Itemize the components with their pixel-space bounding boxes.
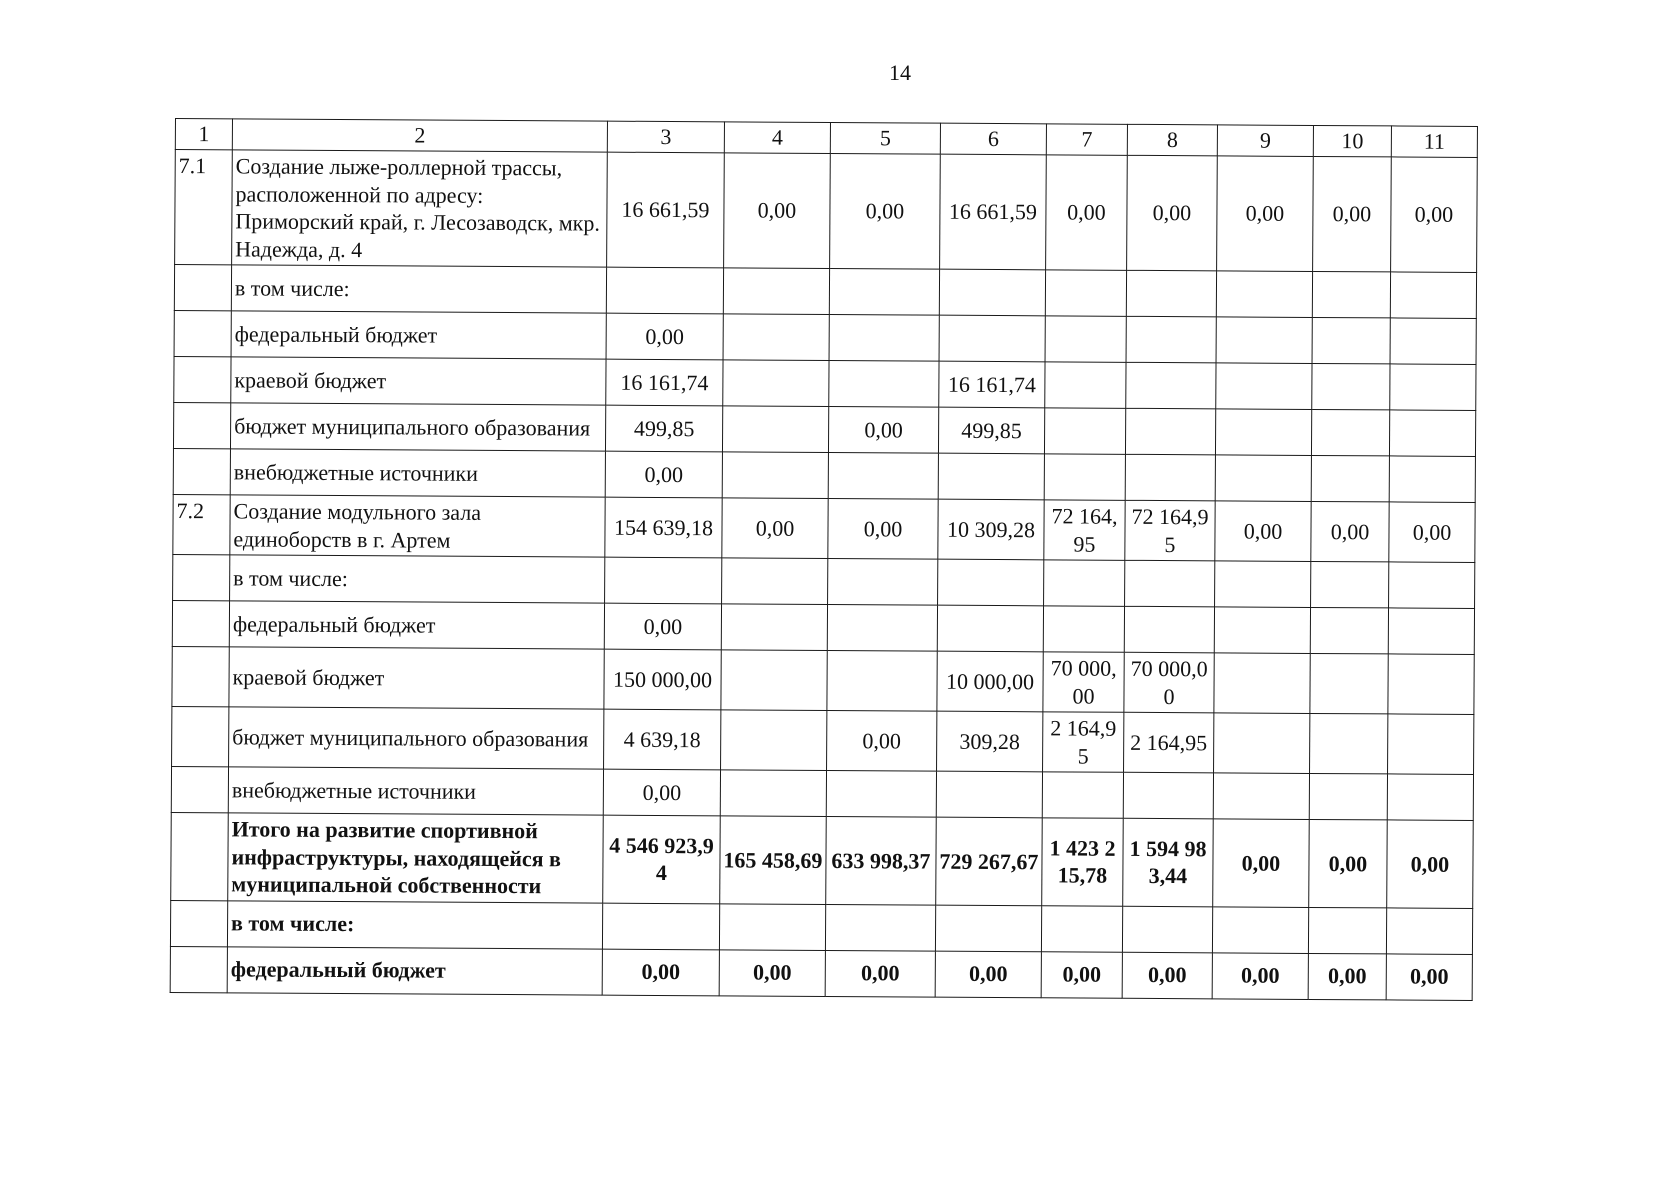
value-cell-col-5: 633 998,37 bbox=[826, 816, 937, 904]
value-cell-col-6 bbox=[939, 315, 1045, 362]
value-cell-col-8 bbox=[1125, 560, 1215, 607]
value-cell-col-4 bbox=[721, 650, 827, 711]
value-cell-col-3: 150 000,00 bbox=[604, 649, 721, 710]
row-name-cell: Создание модульного зала единоборств в г. Артем bbox=[230, 495, 605, 557]
value-cell-col-9 bbox=[1214, 653, 1310, 714]
value-cell-col-5 bbox=[829, 269, 939, 316]
value-cell-col-10: 0,00 bbox=[1308, 953, 1386, 999]
value-cell-col-6: 10 309,28 bbox=[938, 499, 1044, 560]
row-number-cell bbox=[171, 812, 229, 900]
row-name-cell: в том числе: bbox=[231, 265, 606, 313]
value-cell-col-11 bbox=[1388, 714, 1474, 775]
value-cell-col-3: 0,00 bbox=[602, 949, 719, 996]
value-cell-col-3: 0,00 bbox=[603, 769, 720, 816]
value-cell-col-4 bbox=[721, 604, 827, 651]
value-cell-col-11: 0,00 bbox=[1386, 953, 1472, 1000]
value-cell-col-7: 0,00 bbox=[1041, 951, 1122, 997]
value-cell-col-6 bbox=[937, 605, 1043, 652]
row-name-cell: Итого на развитие спортивной инфраструктуры, находящейся в муниципальной собственности bbox=[228, 813, 604, 903]
value-cell-col-6 bbox=[939, 269, 1045, 316]
value-cell-col-11 bbox=[1389, 562, 1475, 609]
value-cell-col-6: 10 000,00 bbox=[937, 651, 1043, 712]
value-cell-col-10 bbox=[1311, 455, 1389, 501]
value-cell-col-10 bbox=[1312, 363, 1390, 409]
value-cell-col-8: 0,00 bbox=[1122, 952, 1212, 999]
value-cell-col-9 bbox=[1214, 607, 1310, 654]
column-header: 8 bbox=[1127, 124, 1217, 156]
value-cell-col-8 bbox=[1126, 316, 1216, 363]
value-cell-col-7: 0,00 bbox=[1046, 155, 1128, 270]
value-cell-col-9 bbox=[1216, 271, 1312, 318]
column-header: 2 bbox=[232, 119, 607, 152]
table-row bbox=[170, 946, 1472, 1000]
value-cell-col-4 bbox=[719, 903, 825, 950]
value-cell-col-9 bbox=[1213, 773, 1309, 820]
value-cell-col-8 bbox=[1122, 906, 1212, 953]
value-cell-col-5 bbox=[828, 558, 938, 605]
value-cell-col-4 bbox=[722, 558, 828, 605]
value-cell-col-11 bbox=[1388, 608, 1474, 655]
table-row bbox=[171, 812, 1474, 907]
value-cell-col-7 bbox=[1044, 560, 1125, 606]
value-cell-col-5 bbox=[829, 360, 939, 407]
table-row bbox=[173, 402, 1475, 456]
value-cell-col-6: 16 661,59 bbox=[940, 154, 1047, 270]
value-cell-col-5 bbox=[827, 604, 937, 651]
row-name-cell: федеральный бюджет bbox=[229, 601, 604, 649]
row-number-cell bbox=[172, 706, 229, 766]
value-cell-col-11 bbox=[1388, 654, 1474, 715]
row-name-cell: бюджет муниципального образования bbox=[230, 403, 605, 451]
table-row bbox=[174, 265, 1476, 319]
page-number: 14 bbox=[889, 60, 911, 85]
value-cell-col-4 bbox=[722, 452, 828, 499]
row-name-cell: в том числе: bbox=[227, 900, 602, 948]
value-cell-col-10 bbox=[1312, 317, 1390, 363]
row-name-cell: федеральный бюджет bbox=[227, 946, 602, 994]
row-number-cell bbox=[173, 554, 230, 600]
value-cell-col-8 bbox=[1125, 454, 1215, 501]
value-cell-col-10 bbox=[1309, 773, 1387, 819]
value-cell-col-6: 729 267,67 bbox=[936, 817, 1043, 905]
column-header: 11 bbox=[1391, 126, 1477, 158]
column-header: 4 bbox=[724, 122, 830, 154]
value-cell-col-11: 0,00 bbox=[1389, 502, 1475, 563]
table-row bbox=[172, 600, 1474, 654]
value-cell-col-7: 2 164,95 bbox=[1043, 712, 1124, 772]
value-cell-col-3: 0,00 bbox=[604, 603, 721, 650]
value-cell-col-4 bbox=[723, 360, 829, 407]
value-cell-col-9 bbox=[1216, 363, 1312, 410]
value-cell-col-10 bbox=[1312, 271, 1390, 317]
value-cell-col-9: 0,00 bbox=[1212, 952, 1308, 999]
value-cell-col-11: 0,00 bbox=[1391, 157, 1478, 273]
value-cell-col-6: 16 161,74 bbox=[939, 361, 1045, 408]
value-cell-col-5 bbox=[827, 650, 937, 711]
value-cell-col-11 bbox=[1386, 907, 1472, 954]
value-cell-col-3: 154 639,18 bbox=[605, 497, 722, 558]
value-cell-col-3: 499,85 bbox=[605, 405, 722, 452]
value-cell-col-9 bbox=[1215, 455, 1311, 502]
value-cell-col-5: 0,00 bbox=[828, 498, 938, 559]
value-cell-col-11 bbox=[1387, 774, 1473, 821]
value-cell-col-5: 0,00 bbox=[828, 406, 938, 453]
row-number-cell bbox=[172, 600, 229, 646]
value-cell-col-9: 0,00 bbox=[1213, 819, 1310, 907]
value-cell-col-10: 0,00 bbox=[1313, 156, 1392, 271]
value-cell-col-9 bbox=[1216, 317, 1312, 364]
value-cell-col-8 bbox=[1126, 362, 1216, 409]
value-cell-col-11 bbox=[1389, 456, 1475, 503]
value-cell-col-4 bbox=[722, 406, 828, 453]
value-cell-col-4: 165 458,69 bbox=[720, 816, 827, 904]
value-cell-col-9 bbox=[1215, 561, 1311, 608]
value-cell-col-6 bbox=[938, 453, 1044, 500]
row-number-cell: 7.1 bbox=[175, 150, 233, 265]
column-header: 1 bbox=[175, 119, 232, 150]
value-cell-col-3: 0,00 bbox=[606, 313, 723, 360]
value-cell-col-4 bbox=[723, 268, 829, 315]
table-row bbox=[173, 554, 1475, 608]
table-row bbox=[172, 646, 1474, 714]
value-cell-col-5 bbox=[829, 315, 939, 362]
row-name-cell: краевой бюджет bbox=[231, 357, 606, 405]
value-cell-col-7 bbox=[1045, 316, 1126, 362]
value-cell-col-5 bbox=[825, 904, 935, 951]
row-name-cell: Создание лыже-роллерной трассы, расположенной по адресу: Приморский край, г. Лесозаводск, мкр. Надежда, д. 4 bbox=[232, 150, 608, 267]
row-number-cell bbox=[170, 900, 227, 946]
value-cell-col-8 bbox=[1125, 408, 1215, 455]
value-cell-col-5: 0,00 bbox=[825, 950, 935, 997]
value-cell-col-4: 0,00 bbox=[719, 949, 825, 996]
value-cell-col-7 bbox=[1042, 772, 1123, 818]
value-cell-col-10 bbox=[1311, 561, 1389, 607]
value-cell-col-3: 0,00 bbox=[605, 451, 722, 498]
row-name-cell: в том числе: bbox=[230, 555, 605, 603]
column-header: 3 bbox=[607, 121, 724, 153]
row-number-cell bbox=[170, 946, 227, 992]
value-cell-col-3 bbox=[606, 267, 723, 314]
value-cell-col-8: 0,00 bbox=[1127, 155, 1218, 271]
value-cell-col-7: 72 164,95 bbox=[1044, 500, 1125, 560]
table-row bbox=[173, 448, 1475, 502]
value-cell-col-7 bbox=[1045, 270, 1126, 316]
column-header: 10 bbox=[1313, 125, 1391, 156]
value-cell-col-4 bbox=[721, 710, 827, 771]
value-cell-col-6 bbox=[936, 771, 1042, 818]
value-cell-col-6 bbox=[935, 905, 1041, 952]
table-row bbox=[174, 356, 1476, 410]
value-cell-col-10 bbox=[1308, 907, 1386, 953]
value-cell-col-8: 1 594 983,44 bbox=[1123, 818, 1214, 906]
value-cell-col-10: 0,00 bbox=[1309, 819, 1388, 907]
value-cell-col-5: 0,00 bbox=[830, 154, 941, 270]
value-cell-col-11 bbox=[1390, 318, 1476, 365]
budget-table bbox=[170, 118, 1478, 1000]
value-cell-col-7 bbox=[1044, 408, 1125, 454]
value-cell-col-3: 4 546 923,94 bbox=[603, 815, 721, 903]
table-row bbox=[170, 900, 1472, 954]
column-header: 6 bbox=[940, 123, 1046, 155]
value-cell-col-10: 0,00 bbox=[1311, 501, 1389, 561]
value-cell-col-6: 499,85 bbox=[938, 407, 1044, 454]
value-cell-col-3 bbox=[602, 903, 719, 950]
column-header: 5 bbox=[830, 123, 940, 155]
value-cell-col-7 bbox=[1045, 362, 1126, 408]
value-cell-col-9: 0,00 bbox=[1215, 501, 1311, 562]
budget-table-wrapper bbox=[170, 118, 1478, 1000]
value-cell-col-5 bbox=[828, 452, 938, 499]
value-cell-col-9 bbox=[1214, 713, 1310, 774]
value-cell-col-8: 70 000,00 bbox=[1124, 652, 1214, 713]
value-cell-col-8 bbox=[1123, 772, 1213, 819]
value-cell-col-4 bbox=[720, 770, 826, 817]
row-number-cell bbox=[174, 310, 231, 356]
row-number-cell bbox=[174, 356, 231, 402]
row-name-cell: внебюджетные источники bbox=[228, 767, 603, 815]
value-cell-col-11: 0,00 bbox=[1387, 820, 1474, 908]
table-row bbox=[172, 706, 1474, 774]
value-cell-col-6: 309,28 bbox=[937, 711, 1043, 772]
table-row bbox=[173, 494, 1475, 562]
value-cell-col-7 bbox=[1044, 454, 1125, 500]
value-cell-col-8 bbox=[1126, 270, 1216, 317]
value-cell-col-7 bbox=[1041, 905, 1122, 951]
value-cell-col-5: 0,00 bbox=[827, 710, 937, 771]
value-cell-col-3: 16 661,59 bbox=[607, 152, 725, 268]
value-cell-col-6 bbox=[938, 559, 1044, 606]
column-header: 9 bbox=[1217, 125, 1313, 157]
value-cell-col-11 bbox=[1390, 272, 1476, 319]
value-cell-col-5 bbox=[826, 770, 936, 817]
value-cell-col-4: 0,00 bbox=[722, 498, 828, 559]
value-cell-col-9 bbox=[1212, 906, 1308, 953]
table-row bbox=[175, 150, 1478, 273]
value-cell-col-7: 1 423 215,78 bbox=[1042, 818, 1124, 906]
row-number-cell bbox=[173, 448, 230, 494]
value-cell-col-10 bbox=[1310, 653, 1388, 713]
value-cell-col-6: 0,00 bbox=[935, 951, 1041, 998]
value-cell-col-3: 16 161,74 bbox=[606, 359, 723, 406]
value-cell-col-4 bbox=[723, 314, 829, 361]
column-header: 7 bbox=[1046, 124, 1127, 155]
value-cell-col-10 bbox=[1310, 713, 1388, 773]
table-row bbox=[171, 766, 1473, 820]
value-cell-col-8: 2 164,95 bbox=[1124, 712, 1214, 773]
value-cell-col-8: 72 164,95 bbox=[1125, 500, 1215, 561]
value-cell-col-9: 0,00 bbox=[1217, 156, 1314, 272]
value-cell-col-11 bbox=[1390, 364, 1476, 411]
row-number-cell: 7.2 bbox=[173, 494, 230, 554]
table-row bbox=[174, 310, 1476, 364]
value-cell-col-3: 4 639,18 bbox=[604, 709, 721, 770]
value-cell-col-10 bbox=[1310, 607, 1388, 653]
row-number-cell bbox=[171, 766, 228, 812]
value-cell-col-11 bbox=[1389, 410, 1475, 457]
value-cell-col-3 bbox=[605, 557, 722, 604]
value-cell-col-10 bbox=[1311, 409, 1389, 455]
value-cell-col-7: 70 000,00 bbox=[1043, 652, 1124, 712]
row-number-cell bbox=[174, 265, 231, 311]
value-cell-col-9 bbox=[1215, 409, 1311, 456]
row-name-cell: краевой бюджет bbox=[229, 647, 604, 709]
row-number-cell bbox=[173, 402, 230, 448]
row-name-cell: бюджет муниципального образования bbox=[229, 707, 604, 769]
row-name-cell: внебюджетные источники bbox=[230, 449, 605, 497]
row-number-cell bbox=[172, 646, 229, 706]
value-cell-col-8 bbox=[1124, 606, 1214, 653]
value-cell-col-7 bbox=[1043, 606, 1124, 652]
row-name-cell: федеральный бюджет bbox=[231, 311, 606, 359]
value-cell-col-4: 0,00 bbox=[724, 153, 831, 269]
table-body bbox=[170, 119, 1477, 1000]
